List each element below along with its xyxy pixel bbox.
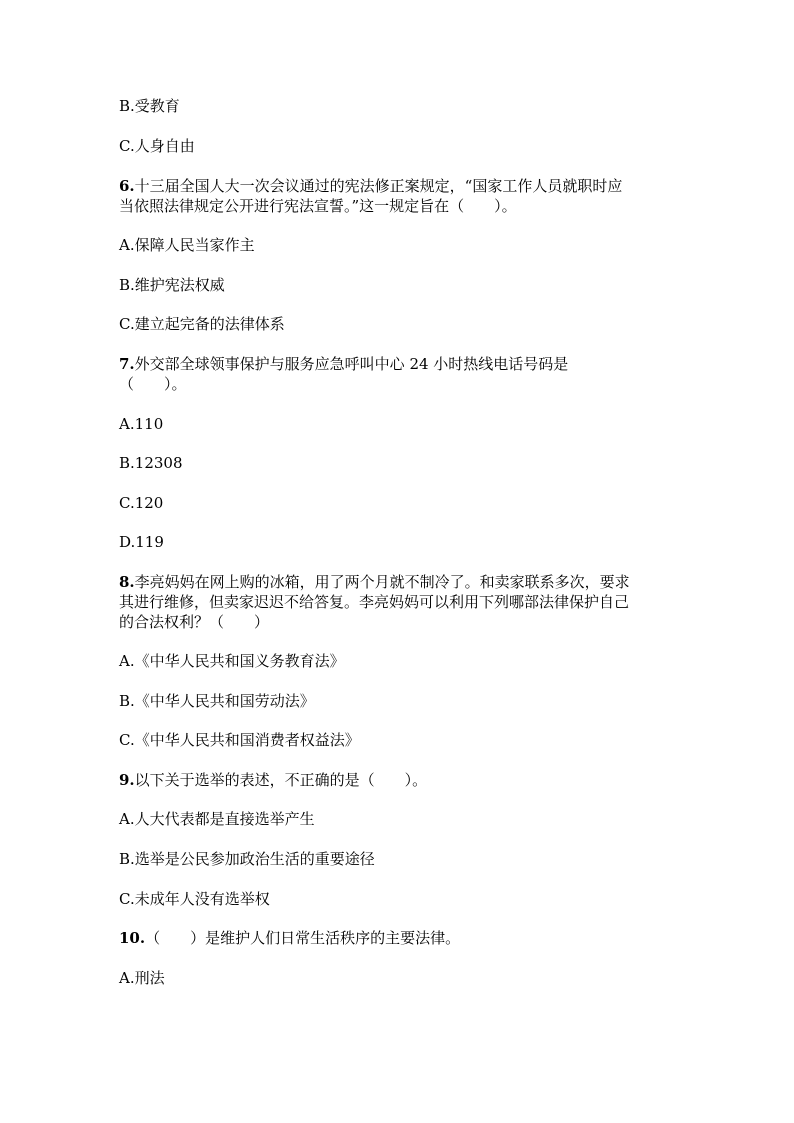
question-8-line-2: 其进行维修，但卖家迟迟不给答复。李亮妈妈可以利用下列哪部法律保护自己: [119, 593, 630, 611]
question-7-line-2: （ ）。: [119, 375, 187, 393]
option-text: B.受教育: [119, 97, 180, 115]
option-text: C.《中华人民共和国消费者权益法》: [119, 731, 360, 749]
question-8-line-1: [119, 572, 689, 592]
option-text: C.人身自由: [119, 137, 195, 155]
question-6-line-1: [119, 176, 689, 196]
option-text: C.未成年人没有选举权: [119, 890, 270, 908]
question-number: 8.: [119, 573, 135, 591]
question-number: 6.: [119, 177, 135, 195]
question-10-line-1: [119, 928, 689, 948]
question-9-line-1: [119, 770, 689, 790]
question-7-line-1: [119, 354, 689, 374]
question-number: 9.: [119, 771, 135, 789]
question-number: 10.: [119, 929, 146, 947]
question-text: （ ）是维护人们日常生活秩序的主要法律。: [145, 929, 461, 947]
option-text: C.建立起完备的法律体系: [119, 315, 285, 333]
question-text: 十三届全国人大一次会议通过的宪法修正案规定，“国家工作人员就职时应: [134, 177, 623, 195]
option-text: A.《中华人民共和国义务教育法》: [119, 652, 345, 670]
option-text: B.12308: [119, 454, 183, 472]
option-text: B.维护宪法权威: [119, 276, 225, 294]
option-text: A.110: [119, 415, 164, 433]
option-text: C.120: [119, 494, 164, 512]
option-text: A.保障人民当家作主: [119, 236, 255, 254]
option-text: D.119: [119, 533, 164, 551]
option-text: B.《中华人民共和国劳动法》: [119, 692, 315, 710]
option-text: A.刑法: [119, 969, 165, 987]
question-6-line-2: 当依照法律规定公开进行宪法宣誓。”这一规定旨在（ ）。: [119, 197, 517, 215]
question-number: 7.: [119, 355, 135, 373]
question-8-line-3: 的合法权利？（ ）: [119, 613, 270, 631]
option-text: A.人大代表都是直接选举产生: [119, 810, 315, 828]
question-text: 李亮妈妈在网上购的冰箱，用了两个月就不制冷了。和卖家联系多次，要求: [134, 573, 630, 591]
option-text: B.选举是公民参加政治生活的重要途径: [119, 850, 375, 868]
question-text: 外交部全球领事保护与服务应急呼叫中心 24 小时热线电话号码是: [134, 355, 569, 373]
question-text: 以下关于选举的表述，不正确的是（ ）。: [134, 771, 428, 789]
